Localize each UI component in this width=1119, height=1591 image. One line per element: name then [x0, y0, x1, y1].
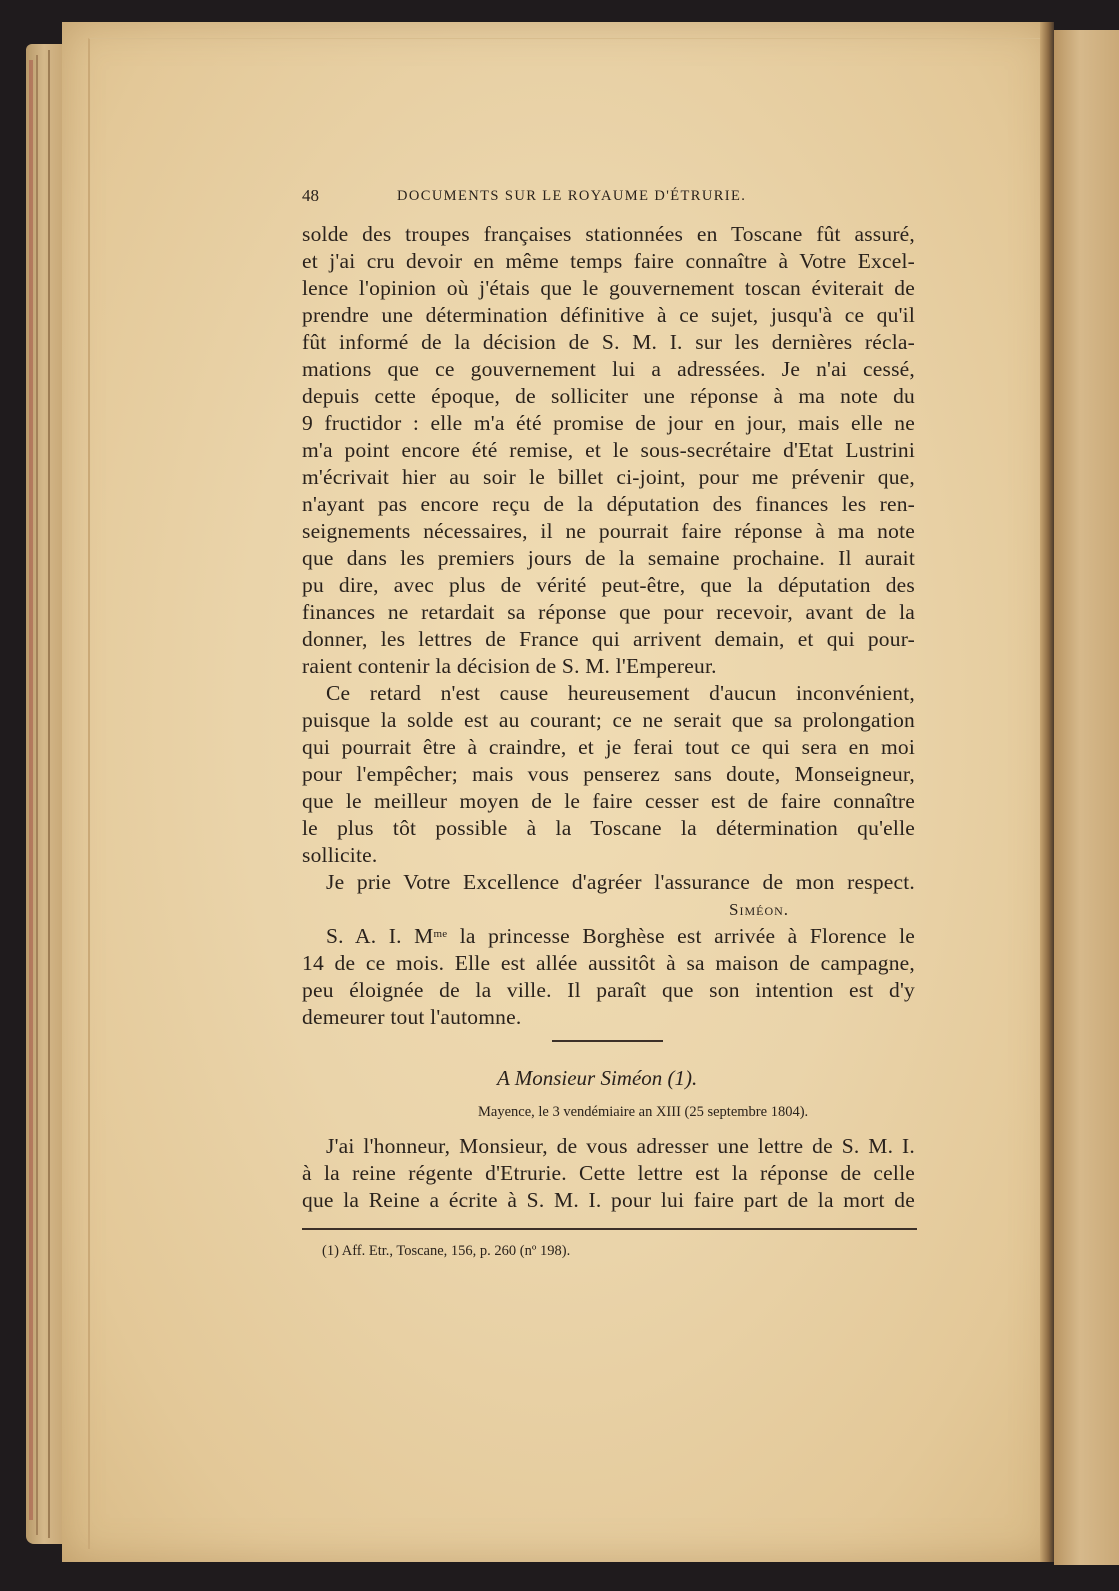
- page-stack-line: [48, 50, 50, 1538]
- body-line: Je prie Votre Excellence d'agréer l'assurance de mon respect.: [326, 870, 915, 894]
- section-divider: [552, 1040, 663, 1042]
- facing-page-edge: [1054, 30, 1119, 1565]
- footnote: (1) Aff. Etr., Toscane, 156, p. 260 (nº 198).: [322, 1243, 571, 1259]
- body-line: prendre une détermination définitive à ce sujet, jusqu'à ce qu'il: [302, 303, 915, 327]
- body-line: puisque la solde est au courant; ce ne serait que sa prolongation: [302, 708, 915, 732]
- body-line: mations que ce gouvernement lui a adressées. Je n'ai cessé,: [302, 357, 915, 381]
- letter-line: à la reine régente d'Etrurie. Cette lettre est la réponse de celle: [302, 1161, 915, 1185]
- body-line: pu dire, avec plus de vérité peut-être, que la députation des: [302, 573, 915, 597]
- body-line: 9 fructidor : elle m'a été promise de jour en jour, mais elle ne: [302, 411, 915, 435]
- page-stack-line: [36, 55, 38, 1535]
- body-line: raient contenir la décision de S. M. l'Empereur.: [302, 654, 717, 678]
- signature: Siméon.: [729, 900, 790, 919]
- body-line: n'ayant pas encore reçu de la députation des finances les ren-: [302, 492, 915, 516]
- body-line: solde des troupes françaises stationnées en Toscane fût assuré,: [302, 222, 915, 246]
- body-line: que dans les premiers jours de la semaine prochaine. Il aurait: [302, 546, 915, 570]
- body-line: que le meilleur moyen de le faire cesser est de faire connaître: [302, 789, 915, 813]
- body-line: donner, les lettres de France qui arrivent demain, et qui pour-: [302, 627, 915, 651]
- body-line: et j'ai cru devoir en même temps faire connaître à Votre Excel-: [302, 249, 915, 273]
- letter-title: A Monsieur Siméon (1).: [497, 1066, 698, 1090]
- body-line: qui pourrait être à craindre, et je ferai tout ce qui sera en moi: [302, 735, 915, 759]
- body-line: m'écrivait hier au soir le billet ci-joint, pour me prévenir que,: [302, 465, 915, 489]
- postscript-line: demeurer tout l'automne.: [302, 1005, 522, 1029]
- postscript-line: 14 de ce mois. Elle est allée aussitôt à sa maison de campagne,: [302, 951, 915, 975]
- body-line: depuis cette époque, de solliciter une réponse à ma note du: [302, 384, 915, 408]
- postscript-line: peu éloignée de la ville. Il paraît que son intention est d'y: [302, 978, 915, 1002]
- body-line: sollicite.: [302, 843, 378, 867]
- letter-dateline: Mayence, le 3 vendémiaire an XIII (25 septembre 1804).: [478, 1104, 809, 1120]
- running-title: DOCUMENTS SUR LE ROYAUME D'ÉTRURIE.: [397, 188, 747, 204]
- body-line: le plus tôt possible à la Toscane la détermination qu'elle: [302, 816, 915, 840]
- body-line: Ce retard n'est cause heureusement d'aucun inconvénient,: [326, 681, 915, 705]
- book-gutter: [1040, 22, 1054, 1562]
- body-line: seignements nécessaires, il ne pourrait faire réponse à ma note: [302, 519, 915, 543]
- body-line: m'a point encore été remise, et le sous-secrétaire d'Etat Lustrini: [302, 438, 915, 462]
- body-line: finances ne retardait sa réponse que pour recevoir, avant de la: [302, 600, 915, 624]
- postscript-line: S. A. I. $M^{me}$ la princesse Borghèse est arrivée à Florence le: [326, 924, 915, 948]
- body-line: fût informé de la décision de S. M. I. sur les dernières récla-: [302, 330, 915, 354]
- page-stack-red-edge: [29, 60, 33, 1520]
- page-number: 48: [302, 186, 319, 205]
- letter-line: que la Reine a écrite à S. M. I. pour lui faire part de la mort de: [302, 1188, 915, 1212]
- body-line: pour l'empêcher; mais vous penserez sans doute, Monseigneur,: [302, 762, 915, 786]
- body-line: lence l'opinion où j'étais que le gouvernement toscan éviterait de: [302, 276, 915, 300]
- letter-line: J'ai l'honneur, Monsieur, de vous adresser une lettre de S. M. I.: [326, 1134, 915, 1158]
- footnote-rule: [302, 1228, 917, 1230]
